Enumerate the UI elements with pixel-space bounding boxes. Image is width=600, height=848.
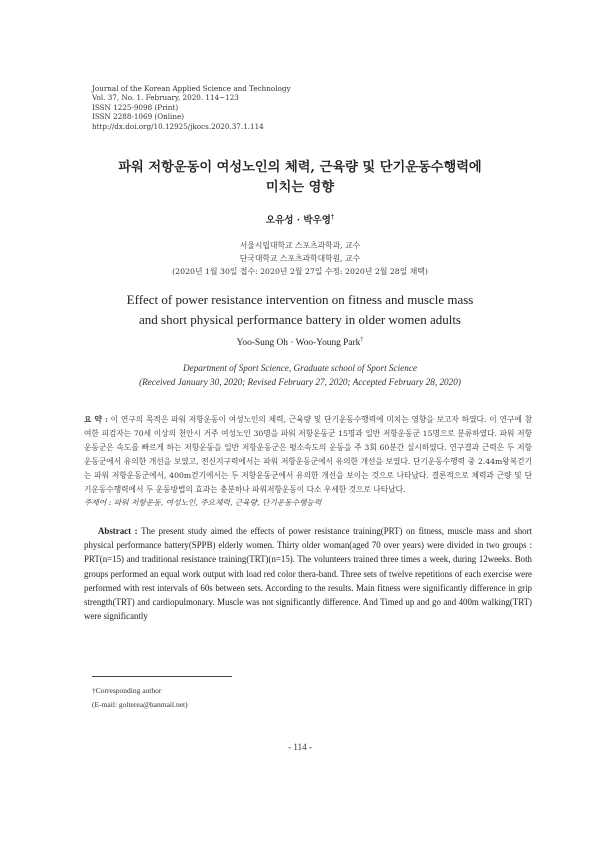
korean-affiliation-2: 단국대학교 스포츠과학대학원, 교수 [239,254,361,263]
english-title-line1: Effect of power resistance intervention on fitness and muscle mass [126,292,474,307]
english-affiliation [0,362,600,389]
korean-dates: (2020년 1월 30일 접수: 2020년 2월 27일 수정: 2020년 2월 28일 채택) [172,267,428,276]
journal-header [92,84,291,131]
korean-abstract-label: 요 약 : [84,415,108,424]
korean-abstract-text: 이 연구의 목적은 파워 저항운동이 여성노인의 체력, 근육량 및 단기운동수행력에 미치는 영향을 보고자 하였다. 이 연구에 참여한 피검자는 70세 이상의 천안시 거주 여성노인 30명을 파워 저항운동군 15명과 일반 저항운동군 15명으로 분류하였다. 파워 저항운동군은 속도를 빠르게 하는 저항운동을 일반 저항운동군은 평소속도의 운동을 주 3회 60분간 실시하였다. 연구결과 근력은 두 저항운동군에서 유의한 개선을 보였고, 전신지구력에서는 파워 저항운동군에서 유의한 개선을 보였다. 단기운동수행력 중 2.44m왕복걷기는 파워 저항운동군에서, 400m걷기에서는 두 저항운동군에서 유의한 개선을 보이는 것으로 나타났다. 결론적으로 체력과 근량 및 단기운동수행력에서 두 운동방법의 효과는 충분하나 파워저항운동이 다소 우세한 것으로 나타났다. [84,415,533,495]
korean-title-line2: 미치는 영향 [265,180,335,195]
english-abstract-label: Abstract : [98,526,138,536]
korean-authors [0,212,600,226]
footnote-divider [92,676,232,677]
journal-volume: Vol. 37, No. 1. February, 2020. 114~123 [92,93,239,103]
english-abstract-text: The present study aimed the effects of power resistance training(PRT) on fitness, muscle mass and short physical performance battery(SPPB) elderly women. Thirty older woman(aged 70 over years) were divided in two groups : PRT(n=15) and traditional resistance training(TRT)(n=15). The volunteers trained three times a week, during 12weeks. Both groups performed an equal work output with load red color thera-band. Three sets of twelve repetitions of each exercise were performed with rest intervals of 60s between sets. According to the results. Main fitness were significantly difference in grip strength(TRT) and cardiopulmonary. Muscle was not significantly difference. And Timed up and go and 400m walking(TRT) were significantly [84,526,532,622]
korean-keywords: 주제어 : 파워 저항운동, 여성노인, 주요체력, 근육량, 단기운동수행능력 [84,498,322,507]
issn-print: ISSN 1225-9098 (Print) [92,102,179,112]
korean-author-names: 오유성 · 박우영 [265,215,331,226]
footnote-email[interactable]: (E-mail: golterea@hanmail.net) [92,700,188,709]
doi-link[interactable]: http://dx.doi.org/10.12925/jkocs.2020.37.1.114 [92,121,264,131]
korean-title [60,158,540,198]
page-number: - 114 - [288,742,312,752]
english-authors [0,337,600,348]
journal-name: Journal of the Korean Applied Science and Technology [92,84,291,93]
issn-online: ISSN 2288-1069 (Online) [92,112,185,122]
english-title [70,290,530,329]
korean-abstract [84,413,532,498]
english-title-line2: and short physical performance battery in older women adults [138,311,461,327]
corresponding-mark: † [330,213,335,221]
english-department: Department of Sport Science, Graduate school of Sport Science [183,363,417,373]
english-author-names: Yoo-Sung Oh · Woo-Young Park [236,338,361,349]
footnote [92,684,188,712]
footnote-corresponding: †Corresponding author [92,686,162,695]
english-corresponding-mark: † [360,337,364,343]
korean-affiliations [0,239,600,278]
english-dates: (Received January 30, 2020; Revised February 27, 2020; Accepted February 28, 2020) [139,376,461,387]
korean-affiliation-1: 서울시립대학교 스포츠과학과, 교수 [239,241,361,250]
english-abstract [84,524,532,623]
korean-title-line1: 파워 저항운동이 여성노인의 체력, 근육량 및 단기운동수행력에 [118,160,482,175]
